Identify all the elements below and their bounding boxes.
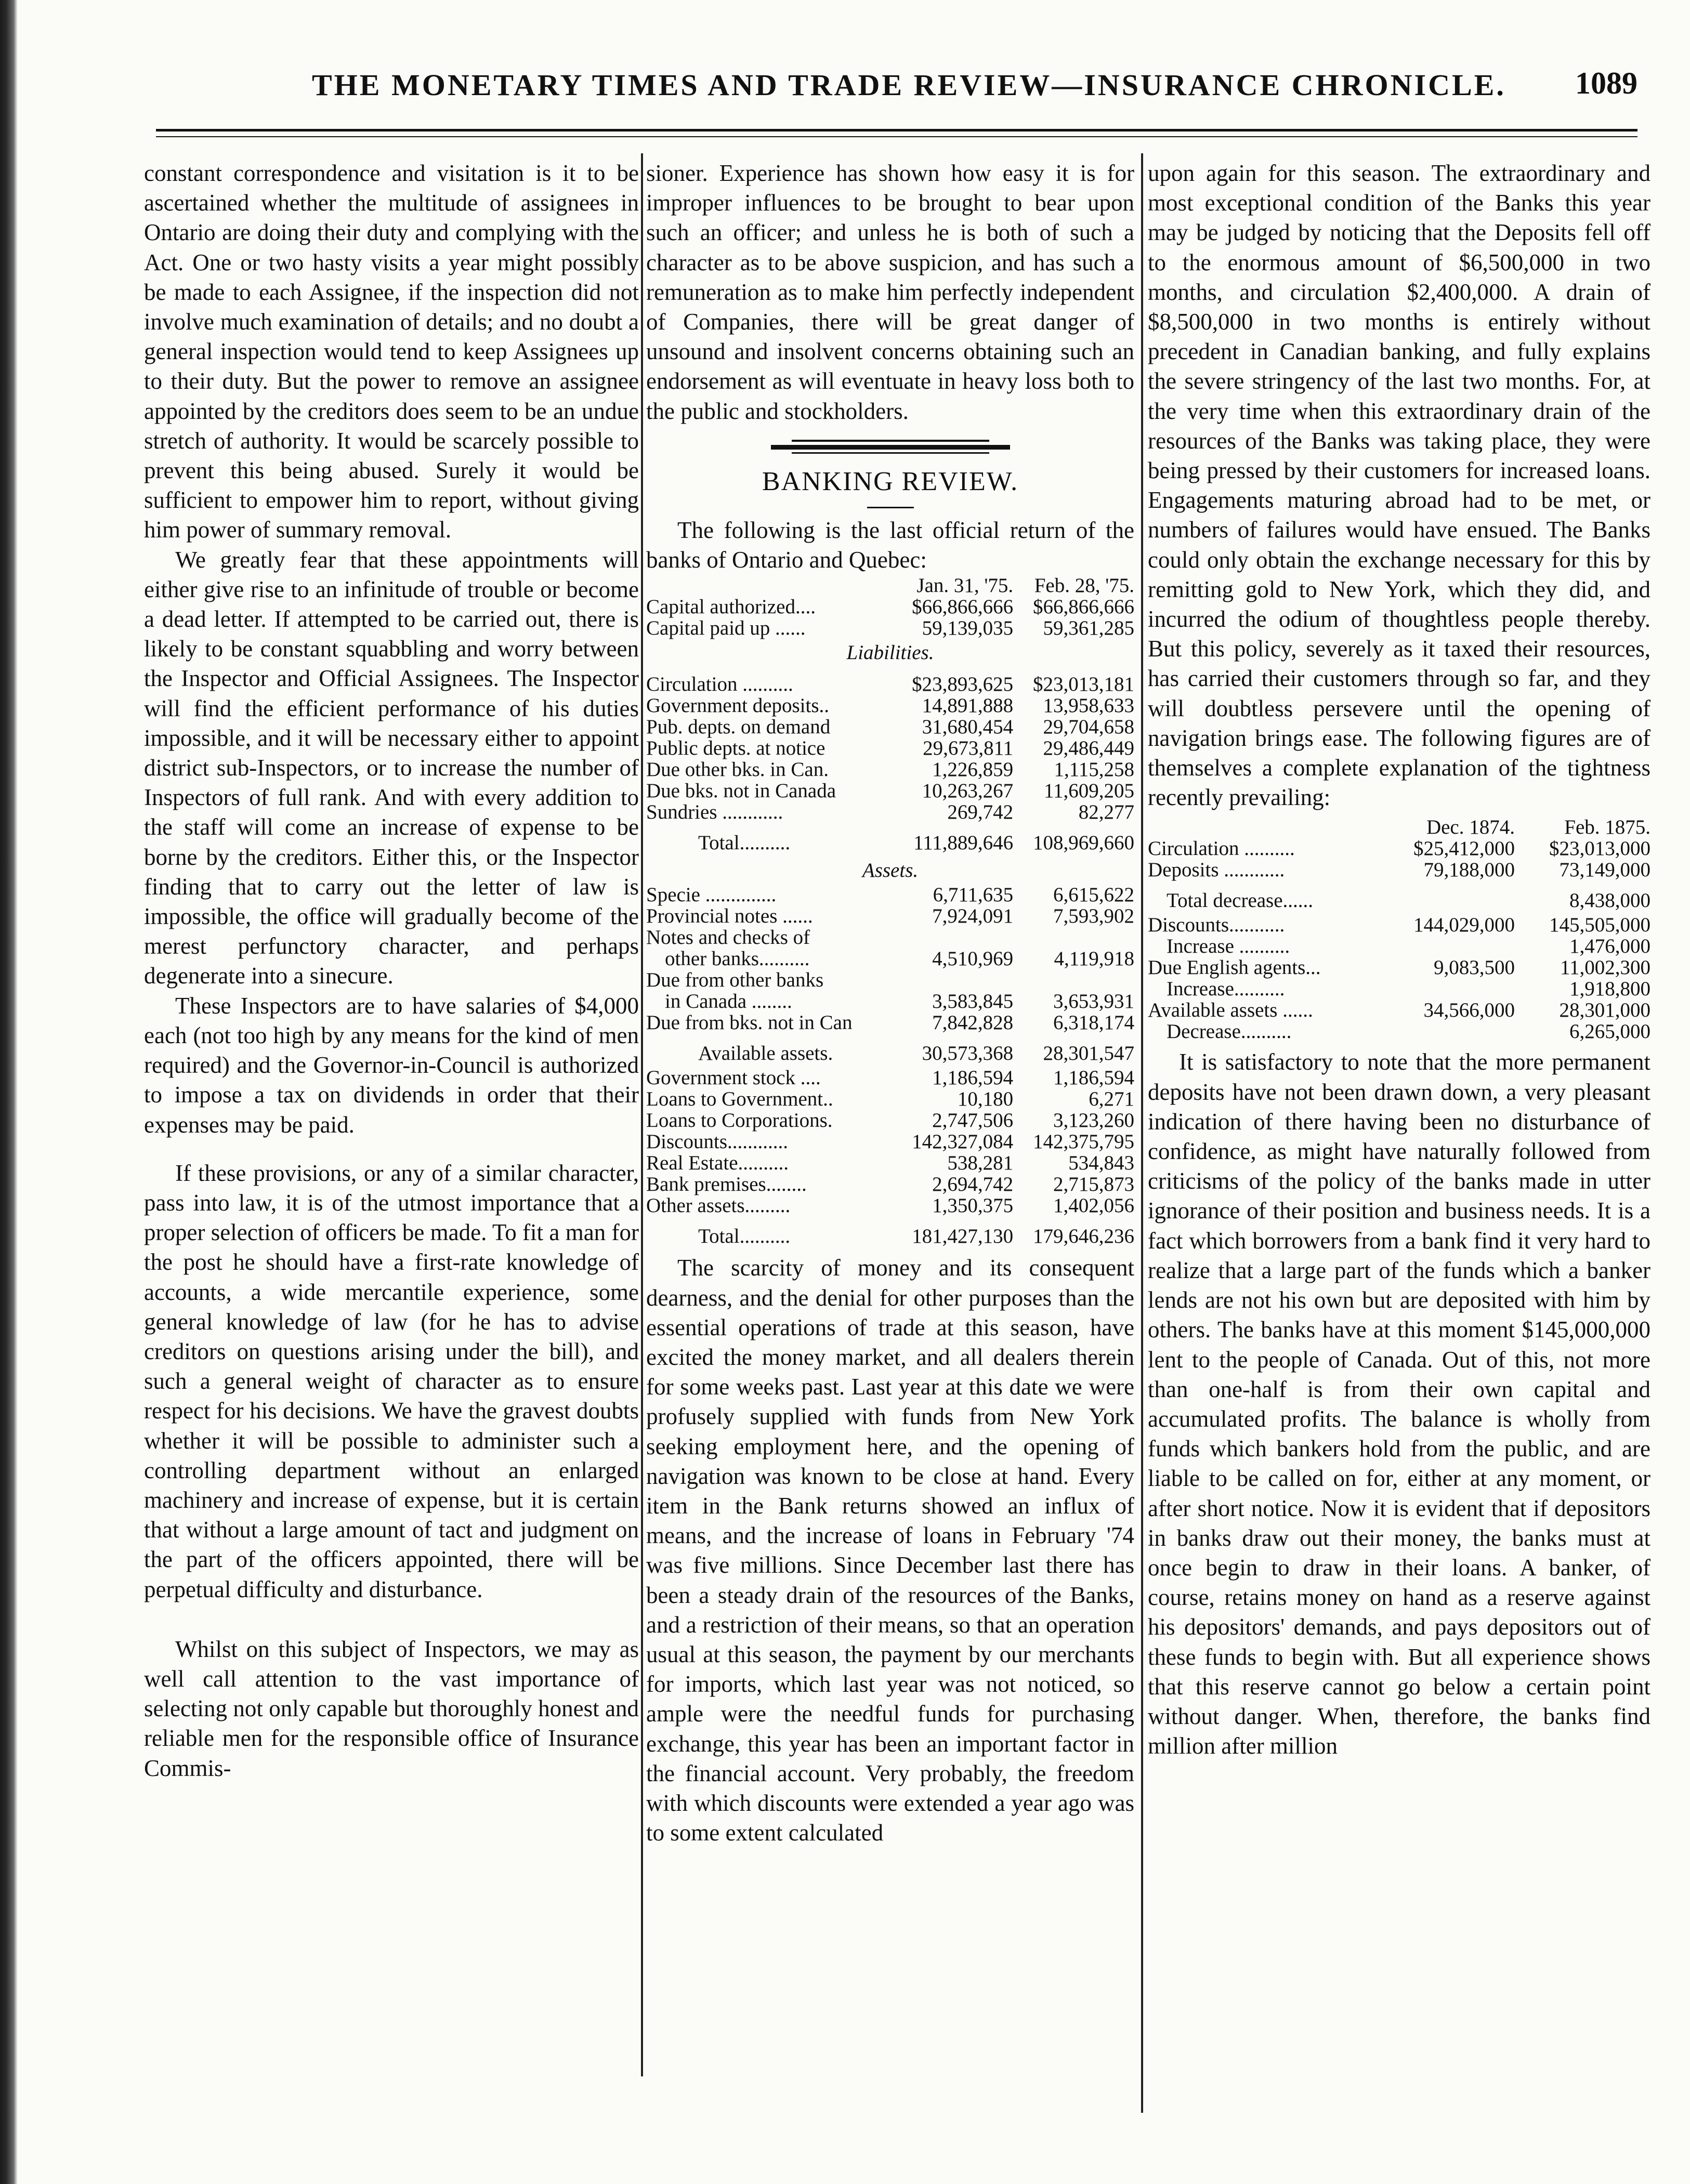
table-cell: $25,412,000: [1413, 837, 1515, 860]
table-cell: 179,646,236: [1033, 1225, 1134, 1248]
table-cell: Loans to Corporations.: [646, 1109, 833, 1132]
table-row: [646, 1067, 1134, 1088]
table-cell: 6,271: [1089, 1088, 1134, 1111]
table-cell: Total..........: [698, 1225, 791, 1248]
table-cell: 4,510,969: [932, 948, 1014, 970]
table-cell: 10,263,267: [922, 780, 1014, 802]
table-cell: 108,969,660: [1033, 832, 1134, 854]
table-row: [646, 780, 1134, 801]
table-cell: Sundries ............: [646, 801, 783, 824]
table-cell: Due English agents...: [1148, 956, 1321, 979]
table-cell: Due bks. not in Canada: [646, 780, 836, 802]
table-cell: 1,226,859: [932, 758, 1014, 781]
column-divider-2: [1141, 153, 1143, 2113]
table-cell: Capital paid up ......: [646, 617, 806, 640]
table-subheading: [646, 639, 1134, 666]
paragraph: sioner. Experience has shown how easy it is for improper influences to be brought to bear upon such an officer; and unless he is both of such a character as to be above suspicion, and has such a remuneration as to make him perfectly independent of Companies, there will be great danger of unsound and insolvent concerns obtaining such an endorsement as will eventuate in heavy loss both to the public and stockholders.: [646, 160, 1134, 424]
table-total-row: [646, 823, 1134, 857]
table-cell: in Canada ........: [665, 990, 792, 1013]
table-cell: Government stock ....: [646, 1067, 821, 1089]
table-cell: Due other bks. in Can.: [646, 758, 829, 781]
table-cell: 142,375,795: [1033, 1130, 1134, 1153]
table-row: [646, 738, 1134, 759]
table-cell: 1,918,800: [1569, 978, 1650, 1001]
column-header: Feb. 1875.: [1564, 816, 1650, 839]
paragraph: The scarcity of money and its consequent dearness, and the denial for other purposes than the essential operations of trade at this season, have excited the money market, and all dealers therein for some weeks past. Last year at this date we were profusely supplied with funds from New York seeking employment here, and the opening of navigation was known to be close at hand. Every item in the Bank returns showed an influx of means, and the increase of loans in February '74 was five millions. Since December last there has been a steady drain of the resources of the Banks, and a restriction of their means, so that an operation usual at this season, the payment by our merchants for imports, which last year was not noticed, so ample were the needful funds for purchasing exchange, this year has been an important factor in the financial account. Very probably, the freedom with which discounts were extended a year ago was to some extent calculated: [646, 1255, 1134, 1846]
table-cell: 534,843: [1068, 1152, 1134, 1175]
table-cell: Due from bks. not in Can: [646, 1011, 853, 1034]
paragraph: The following is the last official return of the banks of Ontario and Quebec:: [646, 517, 1134, 573]
table-cell: 14,891,888: [922, 694, 1014, 717]
table-row: [646, 1195, 1134, 1216]
comparison-table: [1148, 817, 1650, 1042]
table-row: [646, 1174, 1134, 1195]
table-cell: 79,188,000: [1423, 859, 1515, 882]
column-right: [1148, 159, 1650, 1761]
table-cell: 1,186,594: [932, 1067, 1014, 1089]
table-cell: Loans to Government..: [646, 1088, 833, 1111]
table-row: [1148, 957, 1650, 978]
page-header: [156, 68, 1637, 125]
table-cell: 1,402,056: [1053, 1194, 1134, 1217]
table-cell: 34,566,000: [1423, 999, 1515, 1022]
table-cell: Other assets.........: [646, 1194, 791, 1217]
table-cell: 10,180: [957, 1088, 1014, 1111]
table-row: [646, 666, 1134, 695]
table-total-row: [646, 1216, 1134, 1250]
table-cell: Available assets ......: [1148, 999, 1313, 1022]
table-cell: 6,318,174: [1053, 1011, 1134, 1034]
table-cell: Bank premises........: [646, 1173, 807, 1196]
table-row: [1148, 838, 1650, 859]
table-row: [1148, 914, 1650, 936]
paragraph: If these provisions, or any of a similar character, pass into law, it is of the utmost importance that a proper selection of officers be made. To fit a man for the post he should have a first-rate knowledge of accounts, a wide mercantile experience, some general knowledge of law (for he has to advise creditors on questions arising under the bill), and such a general weight of character as to ensure respect for his decisions. We have the gravest doubts whether it will be possible to administer such a controlling department without an enlarged machinery and increase of expense, but it is certain that without a large amount of tact and judgment on the part of the officers appointed, there will be perpetual difficulty and disturbance.: [144, 1160, 639, 1602]
table-cell: 82,277: [1078, 801, 1134, 824]
table-row: [646, 596, 1134, 617]
table-cell: Assets.: [862, 859, 919, 882]
table-row: [646, 927, 1134, 948]
table-row: [646, 759, 1134, 780]
table-cell: Deposits ............: [1148, 859, 1285, 882]
table-cell: 7,842,828: [932, 1011, 1014, 1034]
table-cell: Circulation ..........: [646, 673, 793, 696]
table-cell: 111,889,646: [913, 832, 1014, 854]
header-rule-thin: [156, 136, 1637, 137]
table-subheading: [646, 857, 1134, 884]
table-cell: Circulation ..........: [1148, 837, 1295, 860]
table-cell: $23,013,000: [1549, 837, 1650, 860]
table-cell: 29,704,658: [1043, 716, 1134, 739]
table-cell: Total..........: [698, 832, 791, 854]
table-row: [646, 695, 1134, 716]
column-middle: [646, 159, 1134, 1848]
table-cell: 1,350,375: [932, 1194, 1014, 1217]
paragraph: Whilst on this subject of Inspectors, we may as well call attention to the vast importance of selecting not only capable but thoroughly honest and reliable men for the responsible office of Insurance Commis-: [144, 1636, 639, 1781]
column-header: Feb. 28, '75.: [1034, 574, 1134, 597]
table-cell: 28,301,547: [1043, 1042, 1134, 1065]
table-row: [1148, 999, 1650, 1021]
table-cell: Provincial notes ......: [646, 905, 813, 928]
bank-returns-table: [646, 575, 1134, 1250]
table-cell: 7,924,091: [932, 905, 1014, 928]
table-cell: 1,476,000: [1569, 935, 1650, 958]
table-row: [646, 716, 1134, 738]
column-header: Dec. 1874.: [1426, 816, 1515, 839]
paragraph: These Inspectors are to have salaries of $4,000 each (not too high by any means for the kind of men required) and the Governor-in-Council is authorized to impose a tax on dividends in order that their expenses may be paid.: [144, 992, 639, 1138]
table-cell: Increase..........: [1167, 978, 1285, 1001]
decorative-rule: [646, 437, 1134, 454]
table-cell: Capital authorized....: [646, 596, 816, 619]
page-number: 1089: [1575, 66, 1637, 100]
table-row: [1148, 936, 1650, 957]
table-cell: 11,609,205: [1043, 780, 1134, 802]
table-row: [646, 1012, 1134, 1033]
table-cell: Specie ..............: [646, 884, 777, 906]
table-total-row: [646, 1033, 1134, 1067]
table-row: [646, 948, 1134, 969]
table-cell: 29,673,811: [923, 737, 1014, 760]
header-rule-thick: [156, 129, 1637, 131]
paragraph: It is satisfactory to note that the more permanent deposits have not been drawn down, a very pleasant indication of there having been no disturbance of confidence, as might have naturally followed from criticisms of the policy of the banks made in utter ignorance of their position and business needs. It is a fact which borrowers from a bank find it very hard to realize that a large part of the funds which a banker lends are not his own but are deposited with him by others. The banks have at this moment $145,000,000 lent to the people of Canada. Out of this, not more than one-half is from their own capital and accumulated profits. The balance is wholly from funds which bankers hold from the public, and are liable to be called on for, either at any moment, or after short notice. Now it is evident that if depositors in banks draw out their money, the banks must at once begin to draw in their loans. A banker, of course, retains money on hand as a reserve against his depositors' demands, and pays depositors out of these funds to begin with. But all experience shows that this reserve cannot go below a certain point without danger. When, therefore, the banks find million after million: [1148, 1049, 1650, 1759]
table-cell: 31,680,454: [922, 716, 1014, 739]
table-cell: 73,149,000: [1559, 859, 1650, 882]
table-cell: Available assets.: [698, 1042, 833, 1065]
table-cell: 3,583,845: [932, 990, 1014, 1013]
table-row: [646, 1110, 1134, 1131]
table-cell: [1379, 936, 1515, 957]
table-cell: Increase ..........: [1167, 935, 1290, 958]
table-row: [1148, 1021, 1650, 1042]
table-cell: 3,123,260: [1053, 1109, 1134, 1132]
table-cell: Notes and checks of: [646, 926, 810, 949]
table-cell: $23,893,625: [912, 673, 1014, 696]
table-cell: 6,711,635: [933, 884, 1014, 906]
table-cell: 29,486,449: [1043, 737, 1134, 760]
table-cell: 6,265,000: [1569, 1020, 1650, 1043]
table-cell: Liabilities.: [846, 641, 934, 664]
table-cell: 142,327,084: [912, 1130, 1014, 1153]
table-row: [646, 1131, 1134, 1152]
paragraph: upon again for this season. The extraordinary and most exceptional condition of the Banks this year may be judged by noticing that the Deposits fell off to the enormous amount of $6,500,000 in two months, and circulation $2,400,000. A drain of $8,500,000 in two months is entirely without precedent in Canadian banking, and fully explains the severe stringency of the last two months. For, at the very time when this extraordinary drain of the resources of the Banks was taking place, they were being pressed by their customers for increased loans. Engagements maturing abroad had to be met, or numbers of failures would have ensued. The Banks could only obtain the exchange necessary for this by remitting gold to New York, which they did, and incurred the odium of thoughtless people thereby. But this policy, severely as it taxed their resources, has carried their customers through so far, and they will doubtless persevere until the opening of navigation brings ease. The following figures are of themselves a complete explanation of the tightness recently prevailing:: [1148, 160, 1650, 811]
table-row: [646, 884, 1134, 905]
table-row: [646, 991, 1134, 1012]
table-cell: Public depts. at notice: [646, 737, 826, 760]
table-cell: 59,361,285: [1043, 617, 1134, 640]
section-heading: BANKING REVIEW.: [762, 466, 1019, 496]
running-title: THE MONETARY TIMES AND TRADE REVIEW—INSURANCE CHRONICLE.: [312, 68, 1506, 102]
table-cell: 13,958,633: [1043, 694, 1134, 717]
table-row: [646, 617, 1134, 639]
table-cell: Total decrease......: [1167, 889, 1314, 912]
table-cell: 2,747,506: [932, 1109, 1014, 1132]
table-cell: 8,438,000: [1569, 889, 1650, 912]
table-cell: Real Estate..........: [646, 1152, 789, 1175]
table-cell: [1379, 880, 1515, 914]
table-row: [646, 1152, 1134, 1174]
table-cell: $66,866,666: [1033, 596, 1134, 619]
column-header: Jan. 31, '75.: [916, 574, 1014, 597]
table-row: [1148, 880, 1650, 914]
table-cell: 11,002,300: [1560, 956, 1650, 979]
table-cell: 269,742: [947, 801, 1014, 824]
table-cell: 1,186,594: [1053, 1067, 1134, 1089]
table-cell: 28,301,000: [1559, 999, 1650, 1022]
table-cell: Due from other banks: [646, 969, 824, 992]
heading-rule: [867, 507, 914, 508]
table-cell: 59,139,035: [922, 617, 1014, 640]
table-row: [646, 905, 1134, 927]
table-cell: $66,866,666: [912, 596, 1014, 619]
table-cell: 2,715,873: [1053, 1173, 1134, 1196]
table-header-row: [1148, 817, 1650, 838]
table-cell: 144,029,000: [1413, 914, 1515, 937]
table-cell: 30,573,368: [922, 1042, 1014, 1065]
table-cell: 1,115,258: [1054, 758, 1134, 781]
column-left: [144, 159, 639, 1783]
table-cell: Discounts............: [646, 1130, 788, 1153]
table-cell: other banks..........: [665, 948, 810, 970]
table-cell: Discounts...........: [1148, 914, 1285, 937]
table-cell: $23,013,181: [1033, 673, 1134, 696]
table-cell: Pub. depts. on demand: [646, 716, 831, 739]
table-cell: 3,653,931: [1053, 990, 1134, 1013]
table-cell: 6,615,622: [1053, 884, 1134, 906]
table-cell: 145,505,000: [1549, 914, 1650, 937]
table-row: [646, 969, 1134, 991]
paragraph: We greatly fear that these appointments will either give rise to an infinitude of trouble or become a dead letter. If attempted to be carried out, there is likely to be constant squabbling and worry between the Inspector and Official Assignees. The Inspector will find the efficient performance of his duties impossible, and it will be necessary either to appoint district sub-Inspectors, or to increase the number of Inspectors of full rank. And with every addition to the staff will come an increase of expense to be borne by the creditors. Either this, or the Inspector finding that to carry out the letter of law is impossible, the office will gradually become of the merest perfunctory character, and perhaps degenerate into a sinecure.: [144, 546, 639, 989]
table-row: [646, 801, 1134, 823]
table-cell: 181,427,130: [912, 1225, 1014, 1248]
table-row: [1148, 859, 1650, 880]
table-cell: Government deposits..: [646, 694, 830, 717]
table-cell: 2,694,742: [932, 1173, 1014, 1196]
table-cell: [1379, 1021, 1515, 1042]
column-divider-1: [641, 153, 643, 2076]
table-header-row: [646, 575, 1134, 596]
paragraph: constant correspondence and visitation is it to be ascertained whether the multitude of assignees in Ontario are doing their duty and complying with the Act. One or two hasty visits a year might possibly be made to each Assignee, if the inspection did not involve much examination of details; and no doubt a general inspection would tend to keep Assignees up to their duty. But the power to remove an assignee appointed by the creditors does seem to be an undue stretch of authority. It would be scarcely possible to prevent this being abused. Surely it would be sufficient to empower him to report, without giving him power of summary removal.: [144, 160, 639, 543]
table-cell: 7,593,902: [1053, 905, 1134, 928]
page-binding-edge: [0, 0, 18, 2184]
table-cell: 538,281: [947, 1152, 1014, 1175]
table-cell: 4,119,918: [1054, 948, 1134, 970]
table-row: [1148, 978, 1650, 999]
table-row: [646, 1088, 1134, 1110]
table-cell: [1379, 978, 1515, 999]
table-cell: Decrease..........: [1167, 1020, 1292, 1043]
table-cell: 9,083,500: [1434, 956, 1515, 979]
